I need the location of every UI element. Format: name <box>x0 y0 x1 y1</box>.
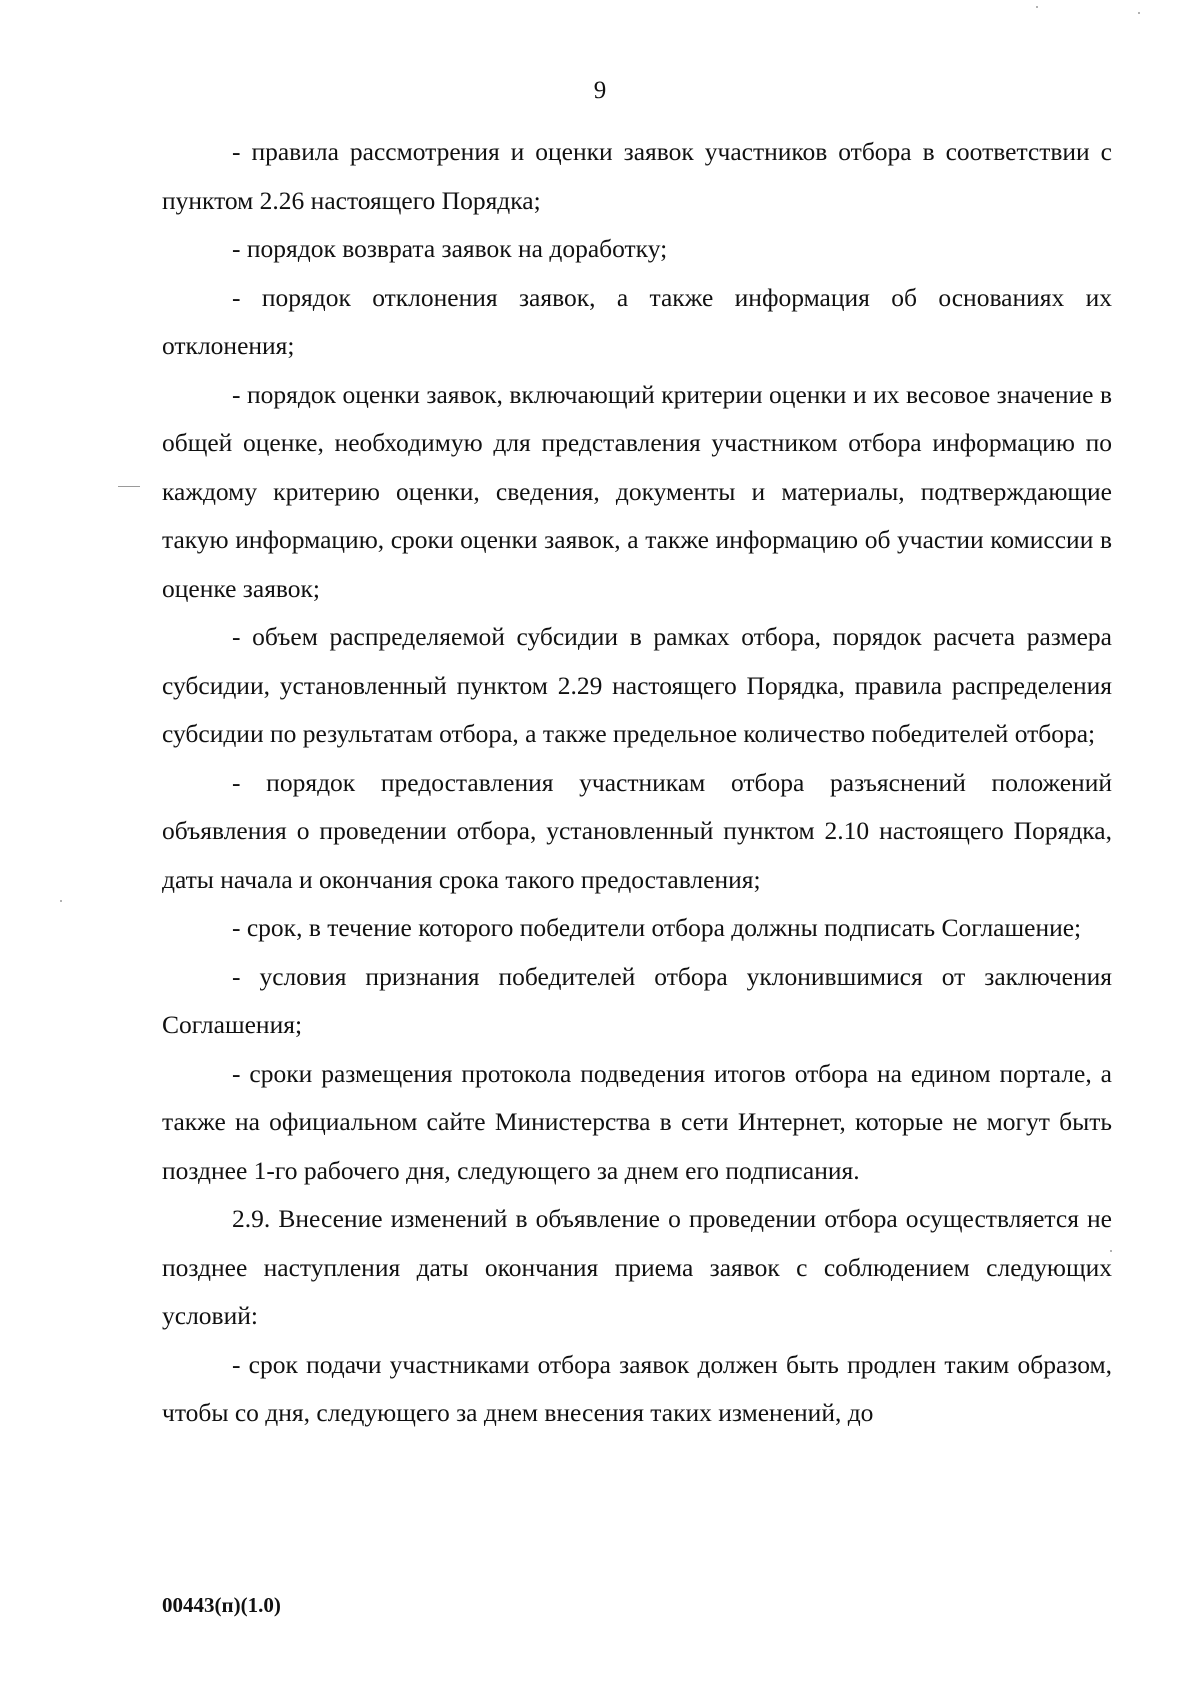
paragraph: - порядок возврата заявок на доработку; <box>232 234 668 263</box>
scan-speck <box>1138 12 1140 14</box>
document-code: 00443(п)(1.0) <box>162 1593 281 1617</box>
scan-speck <box>1036 6 1038 8</box>
scan-speck <box>60 900 62 902</box>
paragraph: - правила рассмотрения и оценки заявок участников отбора в соответствии с пунктом 2.26 настоящего Порядка; <box>162 137 1112 215</box>
paragraph: - объем распределяемой субсидии в рамках отбора, порядок расчета размера субсидии, установленный пунктом 2.29 настоящего Порядка, правила распределения субсидии по результатам отбора, а также предельное количество победителей отбора; <box>162 622 1112 748</box>
paragraph: - порядок предоставления участникам отбора разъяснений положений объявления о проведении отбора, установленный пунктом 2.10 настоящего Порядка, даты начала и окончания срока такого предоставления; <box>162 767 1112 894</box>
paragraph: - условия признания победителей отбора уклонившимися от заключения Соглашения; <box>162 961 1112 1039</box>
scan-speck <box>1110 1250 1112 1252</box>
paragraph: 2.9. Внесение изменений в объявление о проведении отбора осуществляется не позднее наступления даты окончания приема заявок с соблюдением следующих условий: <box>162 1204 1112 1330</box>
paragraph: - срок, в течение которого победители отбора должны подписать Соглашение; <box>232 913 1082 942</box>
body-text <box>162 128 1112 1438</box>
scan-speck <box>118 486 140 487</box>
paragraph: - сроки размещения протокола подведения итогов отбора на едином портале, а также на официальном сайте Министерства в сети Интернет, которые не могут быть позднее 1-го рабочего дня, следующего за днем его подписания. <box>162 1058 1112 1185</box>
paragraph: - срок подачи участниками отбора заявок должен быть продлен таким образом, чтобы со дня, следующего за днем внесения таких изменений, до <box>162 1349 1112 1427</box>
paragraph: - порядок оценки заявок, включающий критерии оценки и их весовое значение в общей оценке, необходимую для представления участником отбора информацию по каждому критерию оценки, сведения, документы и материалы, подтверждающие такую информацию, сроки оценки заявок, а также информацию об участии комиссии в оценке заявок; <box>162 379 1112 603</box>
page-number: 9 <box>593 77 607 104</box>
paragraph: - порядок отклонения заявок, а также информация об основаниях их отклонения; <box>162 282 1112 360</box>
